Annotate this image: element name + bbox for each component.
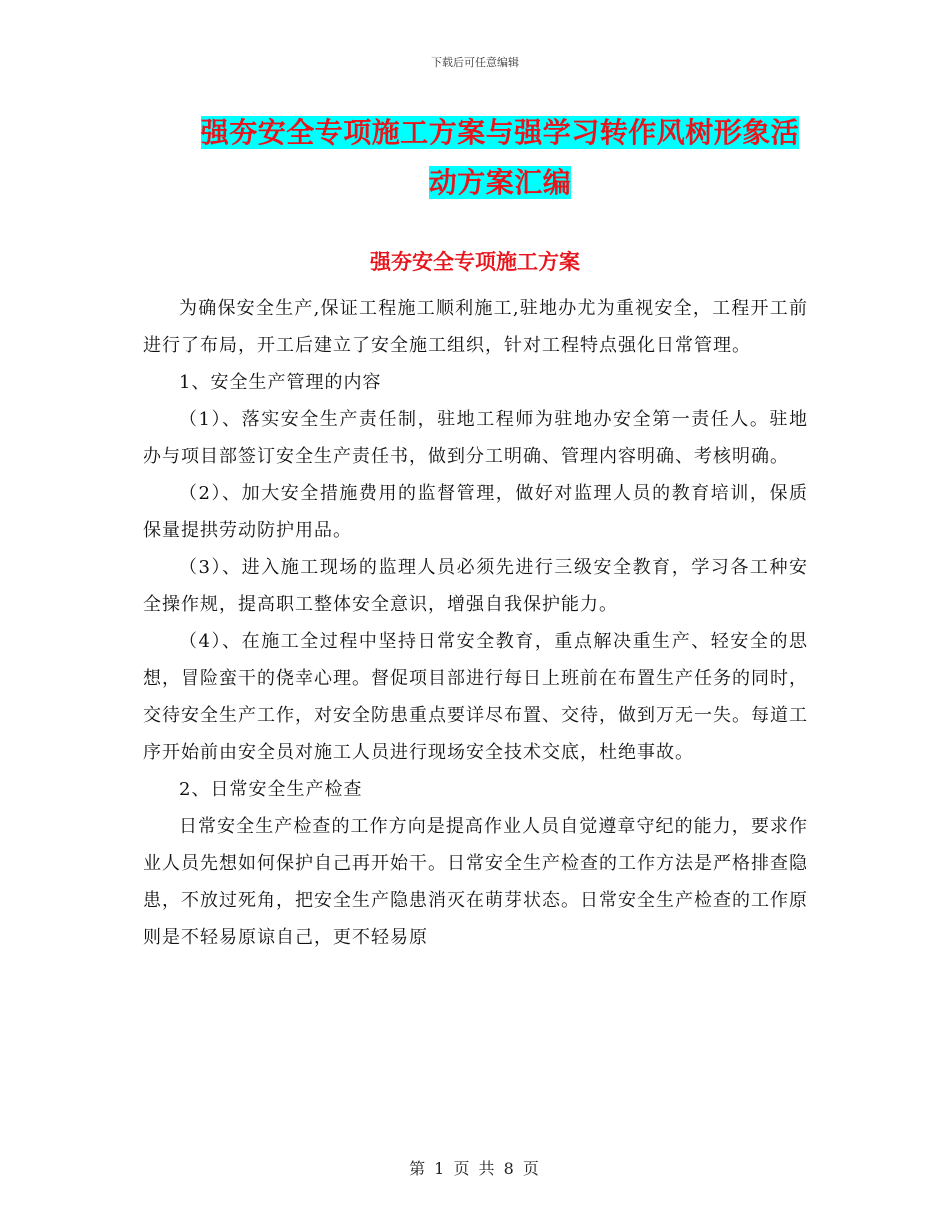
page-number: 第 1 页 共 8 页: [409, 1159, 541, 1178]
paragraph: （1）、落实安全生产责任制，驻地工程师为驻地办安全第一责任人。驻地办与项目部签订安全生产责任书，做到分工明确、管理内容明确、考核明确。: [143, 409, 808, 467]
document-body: [143, 290, 808, 956]
section-title: 强夯安全专项施工方案: [370, 249, 580, 274]
paragraph: 2、日常安全生产检查: [179, 779, 363, 800]
paragraph: （2）、加大安全措施费用的监督管理，做好对监理人员的教育培训，保质保量提拱劳动防护用品。: [143, 483, 808, 541]
paragraph: （4）、在施工全过程中坚持日常安全教育，重点解决重生产、轻安全的思想，冒险蛮干的侥幸心理。督促项目部进行每日上班前在布置生产任务的同时，交待安全生产工作，对安全防患重点要详尽布置、交待，做到万无一失。每道工序开始前由安全员对施工人员进行现场安全技术交底，杜绝事故。: [143, 631, 808, 763]
paragraph: 日常安全生产检查的工作方向是提高作业人员自觉遵章守纪的能力，要求作业人员先想如何保护自己再开始干。日常安全生产检查的工作方法是严格排查隐患，不放过死角，把安全生产隐患消灭在萌芽状态。日常安全生产检查的工作原则是不轻易原谅自己，更不轻易原: [143, 816, 808, 948]
document-title-text: 强夯安全专项施工方案与强学习转作风树形象活动方案汇编: [200, 116, 800, 199]
page-header-note: 下载后可任意编辑: [431, 56, 519, 69]
paragraph: 1、安全生产管理的内容: [179, 372, 382, 393]
paragraph: （3）、进入施工现场的监理人员必须先进行三级安全教育，学习各工种安全操作规，提高职工整体安全意识，增强自我保护能力。: [143, 557, 808, 615]
paragraph: 为确保安全生产,保证工程施工顺利施工,驻地办尤为重视安全，工程开工前进行了布局，开工后建立了安全施工组织，针对工程特点强化日常管理。: [143, 298, 808, 356]
document-title: [190, 108, 810, 208]
